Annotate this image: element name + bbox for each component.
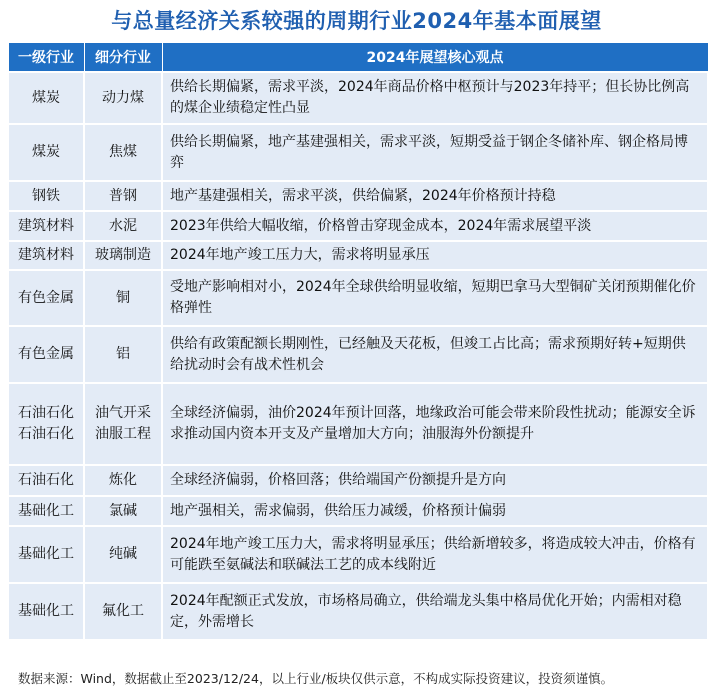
table-row [8,496,708,526]
sub-industry-cell: 氯碱 [84,496,162,526]
sub-industry-cell: 玻璃制造 [84,241,162,270]
table-row [8,526,708,583]
view-cell: 地产基建强相关，需求平淡，供给偏紧，2024年价格预计持稳 [162,181,708,211]
sub-industry-cell: 铜 [84,270,162,326]
table-row [8,124,708,181]
view-cell: 供给有政策配额长期刚性，已经触及天花板，但竣工占比高；需求预期好转+短期供给扰动时会有战术性机会 [162,326,708,383]
table-row [8,211,708,241]
sub-industry-cell: 氟化工 [84,583,162,640]
view-cell: 2024年地产竣工压力大，需求将明显承压 [162,241,708,270]
header-sub-industry: 细分行业 [84,43,162,73]
table-row [8,383,708,465]
sub-industry-cell: 焦煤 [84,124,162,181]
industry-cell [8,383,84,465]
sub-industry-cell-lower: 油服工程 [95,426,151,442]
view-cell: 地产强相关，需求偏弱，供给压力减缓，价格预计偏弱 [162,496,708,526]
view-cell: 2023年供给大幅收缩，价格曾击穿现金成本，2024年需求展望平淡 [162,211,708,241]
industry-cell: 基础化工 [8,583,84,640]
outlook-table [7,42,709,641]
table-row [8,465,708,496]
data-source-note: 数据来源：Wind，数据截止至2023/12/24，以上行业/板块仅供示意，不构成实际投资建议，投资须谨慎。 [18,671,614,686]
table-row [8,270,708,326]
industry-cell: 基础化工 [8,526,84,583]
view-cell: 2024年配额正式发放，市场格局确立，供给端龙头集中格局优化开始；内需相对稳定，外需增长 [162,583,708,640]
industry-cell: 钢铁 [8,181,84,211]
sub-industry-cell: 纯碱 [84,526,162,583]
table-header-row [8,43,708,73]
industry-cell-upper: 石油石化 [18,405,74,421]
table-row [8,72,708,124]
industry-cell: 建筑材料 [8,211,84,241]
sub-industry-cell: 铝 [84,326,162,383]
view-cell: 供给长期偏紧，地产基建强相关，需求平淡，短期受益于钢企冬储补库、钢企格局博弈 [162,124,708,181]
sub-industry-cell: 动力煤 [84,72,162,124]
view-cell: 2024年地产竣工压力大，需求将明显承压；供给新增较多，将造成较大冲击，价格有可能跌至氨碱法和联碱法工艺的成本线附近 [162,526,708,583]
sub-industry-cell: 普钢 [84,181,162,211]
industry-cell-lower: 石油石化 [18,426,74,442]
view-cell: 全球经济偏弱，价格回落；供给端国产份额提升是方向 [162,465,708,496]
table-row [8,241,708,270]
industry-cell: 基础化工 [8,496,84,526]
industry-cell: 煤炭 [8,72,84,124]
view-cell: 供给长期偏紧，需求平淡，2024年商品价格中枢预计与2023年持平；但长协比例高的煤企业绩稳定性凸显 [162,72,708,124]
table-row [8,181,708,211]
sub-industry-cell: 炼化 [84,465,162,496]
industry-cell: 石油石化 [8,465,84,496]
sub-industry-cell [84,383,162,465]
table-row [8,326,708,383]
industry-cell: 煤炭 [8,124,84,181]
industry-cell: 有色金属 [8,326,84,383]
header-core-view: 2024年展望核心观点 [162,43,708,73]
sub-industry-cell: 水泥 [84,211,162,241]
industry-cell: 有色金属 [8,270,84,326]
sub-industry-cell-upper: 油气开采 [95,405,151,421]
view-cell: 全球经济偏弱，油价2024年预计回落，地缘政治可能会带来阶段性扰动；能源安全诉求推动国内资本开支及产量增加大方向；油服海外份额提升 [162,383,708,465]
header-industry: 一级行业 [8,43,84,73]
table-row [8,583,708,640]
view-cell: 受地产影响相对小，2024年全球供给明显收缩，短期巴拿马大型铜矿关闭预期催化价格弹性 [162,270,708,326]
page-title: 与总量经济关系较强的周期行业2024年基本面展望 [111,9,602,33]
industry-cell: 建筑材料 [8,241,84,270]
